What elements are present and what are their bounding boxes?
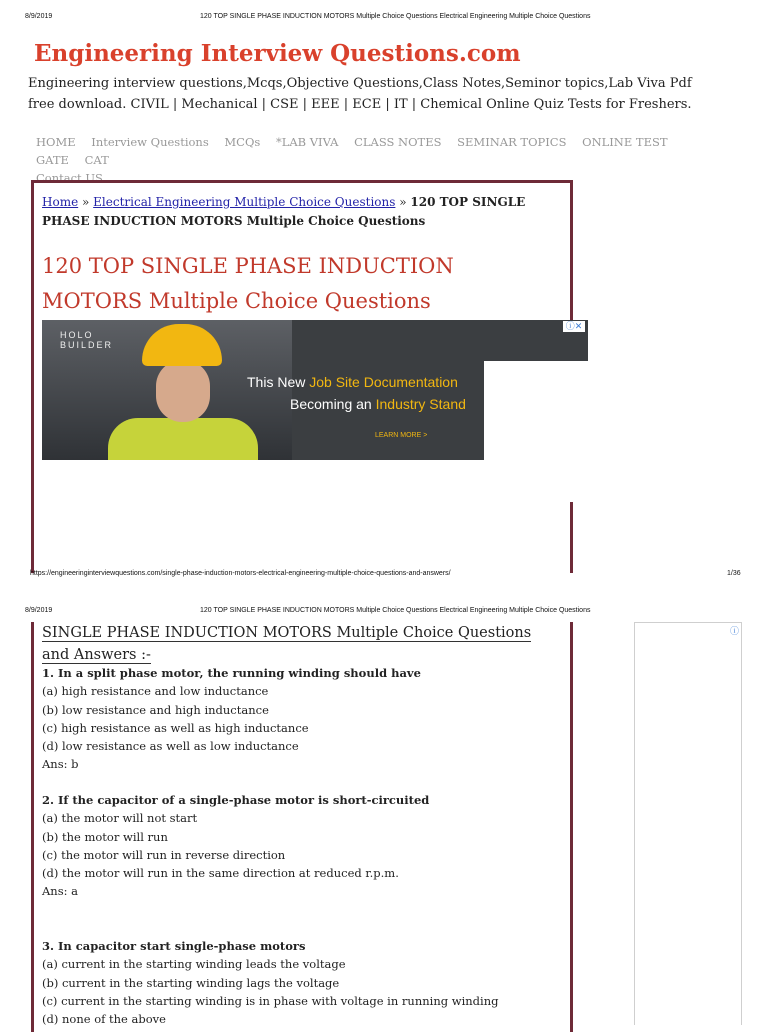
option: (b) current in the starting winding lags the voltage — [42, 975, 340, 990]
ad-choices-icon[interactable]: ⓘ — [729, 626, 739, 636]
question-text: 1. In a split phase motor, the running winding should have — [42, 666, 421, 680]
print-title: 120 TOP SINGLE PHASE INDUCTION MOTORS Multiple Choice Questions Electrical Engineering Multiple Choice Questions — [200, 607, 591, 614]
option: (c) current in the starting winding is in phase with voltage in running winding — [42, 993, 499, 1008]
ad-choices-icon[interactable]: ⓘ✕ — [563, 321, 585, 332]
breadcrumb-category[interactable]: Electrical Engineering Multiple Choice Questions — [93, 195, 396, 209]
nav-seminar-topics[interactable]: SEMINAR TOPICS — [457, 135, 567, 149]
breadcrumb-current: 120 TOP SINGLE PHASE INDUCTION MOTORS Multiple Choice Questions — [42, 195, 526, 228]
print-date: 8/9/2019 — [25, 13, 53, 20]
option: (d) none of the above — [42, 1012, 166, 1027]
option: (d) the motor will run in the same direction at reduced r.p.m. — [42, 866, 399, 881]
ad-headline-1: This New Job Site Documentation — [247, 374, 458, 390]
breadcrumb — [42, 193, 552, 231]
nav-home[interactable]: HOME — [36, 135, 76, 149]
breadcrumb-home[interactable]: Home — [42, 195, 79, 209]
print-page-number: 1/36 — [727, 570, 741, 577]
section-heading: SINGLE PHASE INDUCTION MOTORS Multiple Choice Questions and Answers :- — [42, 625, 532, 663]
ad-headline-2: Becoming an Industry Stand — [290, 396, 466, 412]
ad-logo: HOLO BUILDER — [60, 330, 114, 350]
option: (c) high resistance as well as high inductance — [42, 720, 309, 735]
main-nav — [36, 133, 726, 187]
nav-contact-us[interactable]: Contact US — [36, 171, 103, 185]
question-2 — [42, 791, 562, 901]
question-text: 2. If the capacitor of a single-phase motor is short-circuited — [42, 793, 430, 807]
print-footer-url: https://engineeringinterviewquestions.com/single-phase-induction-motors-electrical-engineering-multiple-choice-questions-and-answers/ — [30, 570, 451, 577]
ad-banner[interactable] — [42, 320, 588, 460]
breadcrumb-separator: » — [395, 195, 411, 209]
nav-lab-viva[interactable]: *LAB VIVA — [275, 135, 339, 149]
nav-interview-questions[interactable]: Interview Questions — [91, 135, 209, 149]
question-text: 3. In capacitor start single-phase motors — [42, 939, 306, 953]
print-title: 120 TOP SINGLE PHASE INDUCTION MOTORS Multiple Choice Questions Electrical Engineering Multiple Choice Questions — [200, 13, 591, 20]
question-1 — [42, 664, 562, 774]
option: (a) high resistance and low inductance — [42, 684, 269, 699]
nav-mcqs[interactable]: MCQs — [224, 135, 261, 149]
question-3 — [42, 937, 562, 1028]
option: (b) low resistance and high inductance — [42, 702, 269, 717]
option: (a) current in the starting winding leads the voltage — [42, 957, 346, 972]
breadcrumb-separator: » — [78, 195, 94, 209]
ad-learn-more-link[interactable]: LEARN MORE > — [375, 432, 428, 439]
option: (c) the motor will run in reverse direction — [42, 847, 286, 862]
nav-cat[interactable]: CAT — [84, 153, 109, 167]
ad-blank-space — [42, 460, 588, 502]
sidebar-ad[interactable] — [634, 622, 742, 1025]
ad-worker-face — [156, 360, 210, 422]
site-title[interactable]: Engineering Interview Questions.com — [34, 40, 521, 67]
ad-blank-area — [484, 361, 588, 460]
nav-class-notes[interactable]: CLASS NOTES — [354, 135, 442, 149]
ad-worker-vest — [108, 418, 258, 460]
nav-online-test[interactable]: ONLINE TEST — [582, 135, 668, 149]
option: (d) low resistance as well as low inductance — [42, 739, 299, 754]
post-title: 120 TOP SINGLE PHASE INDUCTION MOTORS Multiple Choice Questions — [42, 254, 454, 313]
nav-gate[interactable]: GATE — [36, 153, 69, 167]
site-description: Engineering interview questions,Mcqs,Objective Questions,Class Notes,Seminor topics,Lab Viva Pdf free download. CIVIL | Mechanical | CSE | EEE | ECE | IT | Chemical Online Quiz Tests for Freshers. — [28, 76, 692, 112]
option: (a) the motor will not start — [42, 811, 198, 826]
print-date: 8/9/2019 — [25, 607, 53, 614]
answer: Ans: b — [42, 757, 79, 772]
option: (b) the motor will run — [42, 829, 168, 844]
answer: Ans: a — [42, 884, 78, 899]
